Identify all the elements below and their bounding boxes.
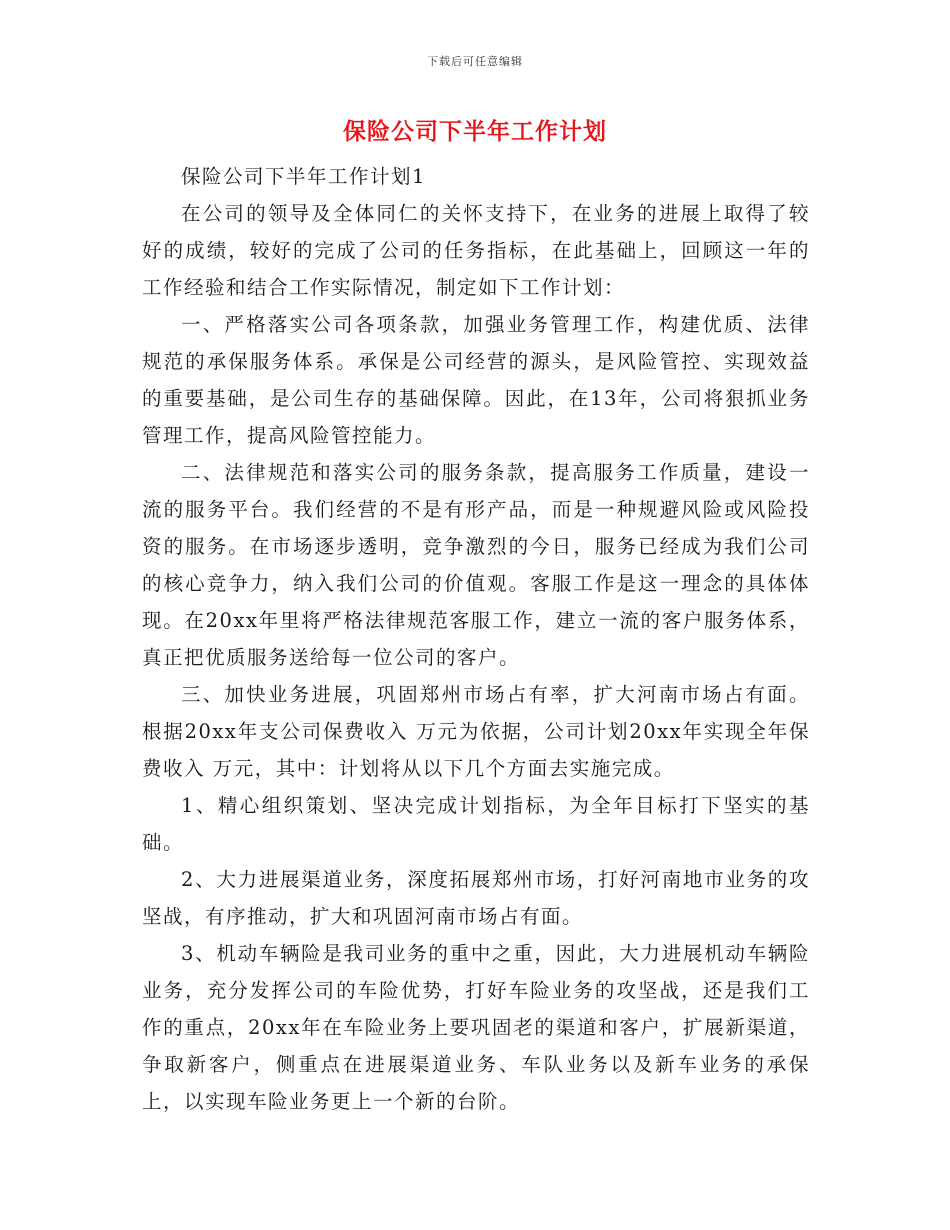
- document-title: 保险公司下半年工作计划: [343, 119, 607, 145]
- paragraph-section-2: 二、法律规范和落实公司的服务条款，提高服务工作质量，建设一流的服务平台。我们经营的不是有形产品，而是一种规避风险或风险投资的服务。在市场逐步透明，竞争激烈的今日，服务已经成为我们公司的核心竞争力，纳入我们公司的价值观。客服工作是这一理念的具体体现。在20xx年里将严格法律规范客服工作，建立一流的客户服务体系，真正把优质服务送给每一位公司的客户。: [142, 461, 810, 669]
- header-note: 下载后可任意编辑: [427, 55, 523, 68]
- document-subtitle: 保险公司下半年工作计划1: [181, 165, 426, 188]
- document-body: [142, 158, 810, 1120]
- paragraph-section-1: 一、严格落实公司各项条款，加强业务管理工作，构建优质、法律规范的承保服务体系。承保是公司经营的源头，是风险管控、实现效益的重要基础，是公司生存的基础保障。因此，在13年，公司将狠抓业务管理工作，提高风险管控能力。: [142, 313, 810, 447]
- paragraph-section-3: 三、加快业务进展，巩固郑州市场占有率，扩大河南市场占有面。根据20xx年支公司保费收入 万元为依据，公司计划20xx年实现全年保费收入 万元，其中：计划将从以下几个方面去实施完成。: [142, 683, 810, 780]
- paragraph-item-2: 2、大力进展渠道业务，深度拓展郑州市场，打好河南地市业务的攻坚战，有序推动，扩大和巩固河南市场占有面。: [142, 868, 810, 928]
- paragraph-item-1: 1、精心组织策划、坚决完成计划指标，为全年目标打下坚实的基础。: [142, 794, 810, 854]
- paragraph-intro: 在公司的领导及全体同仁的关怀支持下，在业务的进展上取得了较好的成绩，较好的完成了公司的任务指标，在此基础上，回顾这一年的工作经验和结合工作实际情况，制定如下工作计划：: [142, 202, 810, 299]
- paragraph-item-3: 3、机动车辆险是我司业务的重中之重，因此，大力进展机动车辆险业务，充分发挥公司的车险优势，打好车险业务的攻坚战，还是我们工作的重点，20xx年在车险业务上要巩固老的渠道和客户，扩展新渠道，争取新客户，侧重点在进展渠道业务、车队业务以及新车业务的承保上，以实现车险业务更上一个新的台阶。: [142, 942, 810, 1113]
